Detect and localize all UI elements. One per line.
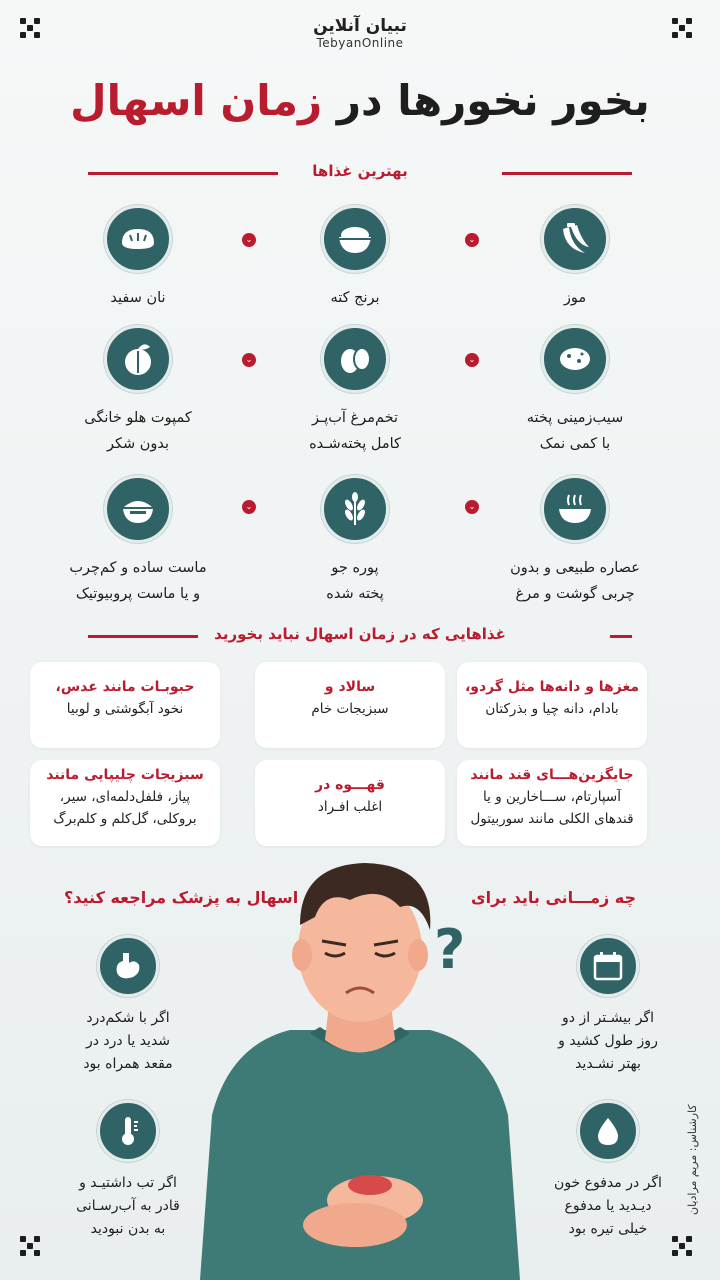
doctor-question-right: چه زمـــانی باید برای bbox=[470, 888, 636, 907]
doctor-reason-text: اگر بیشـتر از دو روز طول کشید و بهتر نشـدید bbox=[558, 1010, 658, 1072]
banana-icon bbox=[541, 205, 609, 273]
food-item bbox=[485, 205, 665, 311]
avoid-food-card-body: سبزیجات خام bbox=[311, 701, 389, 717]
avoid-food-card bbox=[255, 662, 445, 748]
doctor-reason-item bbox=[48, 935, 208, 1076]
food-item bbox=[48, 205, 228, 311]
avoid-food-card bbox=[30, 760, 220, 846]
best-foods-heading-label: بهترین غذاها bbox=[312, 162, 408, 180]
page-title bbox=[0, 76, 720, 125]
doctor-reason-text: اگر تب داشتیـد و قادر به آب‌رسـانی به بدن نبودید bbox=[76, 1175, 180, 1237]
food-item bbox=[485, 475, 665, 607]
potato-icon bbox=[541, 325, 609, 393]
avoid-food-card-title: سبزیجات چلیپایی مانند bbox=[46, 767, 204, 783]
brand-logo bbox=[0, 16, 720, 50]
food-item bbox=[48, 475, 228, 607]
separator-dot-icon: ⌄ bbox=[242, 500, 256, 514]
thermometer-icon bbox=[97, 1100, 159, 1162]
bread-icon bbox=[104, 205, 172, 273]
doctor-reason-item bbox=[528, 935, 688, 1076]
food-item bbox=[485, 325, 665, 457]
food-item bbox=[48, 325, 228, 457]
separator-dot-icon: ⌄ bbox=[465, 353, 479, 367]
title-part-2: زمان اسهال bbox=[70, 76, 323, 125]
food-item bbox=[265, 205, 445, 311]
corner-pattern-bottom-left bbox=[20, 1236, 48, 1264]
food-item bbox=[265, 325, 445, 457]
avoid-food-card-body: اغلب افـراد bbox=[317, 799, 383, 815]
avoid-foods-heading bbox=[88, 625, 632, 645]
avoid-food-card-title: مغزها و دانه‌ها مثل گردو، bbox=[464, 679, 640, 695]
doctor-reason-item bbox=[528, 1100, 688, 1241]
doctor-reason-text: اگر با شکم‌درد شدید یا درد در مقعد همراه بود bbox=[83, 1010, 173, 1072]
best-foods-heading bbox=[88, 162, 632, 182]
egg-icon bbox=[321, 325, 389, 393]
avoid-food-card-title: سالاد و bbox=[324, 679, 376, 695]
avoid-food-card-body: بادام، دانه چیا و بذرکتان bbox=[485, 701, 619, 717]
brand-name-en: TebyanOnline bbox=[316, 36, 404, 50]
separator-dot-icon: ⌄ bbox=[465, 233, 479, 247]
brand-name-fa: تبیان آنلاین bbox=[313, 16, 407, 36]
soup-bowl-icon bbox=[541, 475, 609, 543]
barley-icon bbox=[321, 475, 389, 543]
food-item-label: موز bbox=[563, 290, 587, 306]
title-part-1: بخور نخورها در bbox=[322, 76, 650, 125]
food-item-label: نان سفید bbox=[110, 290, 166, 306]
man-stomachache-illustration bbox=[150, 855, 570, 1280]
avoid-foods-heading-label: غذاهایی که در زمان اسهال نباید بخورید bbox=[214, 625, 506, 643]
food-item-label: کمپوت هلو خانگی بدون شکر bbox=[84, 410, 192, 452]
question-mark: ? bbox=[434, 918, 466, 981]
calendar-icon bbox=[577, 935, 639, 997]
doctor-reason-text: اگر در مدفوع خون دیـدید یا مدفوع خیلی تیره بود bbox=[554, 1175, 662, 1237]
avoid-food-card bbox=[255, 760, 445, 846]
peach-icon bbox=[104, 325, 172, 393]
stomach-icon bbox=[97, 935, 159, 997]
avoid-food-card bbox=[457, 662, 647, 748]
avoid-food-card bbox=[457, 760, 647, 846]
separator-dot-icon: ⌄ bbox=[465, 500, 479, 514]
separator-dot-icon: ⌄ bbox=[242, 353, 256, 367]
avoid-food-card bbox=[30, 662, 220, 748]
yogurt-icon bbox=[104, 475, 172, 543]
avoid-food-card-body: نخود آبگوشتی و لوبیا bbox=[66, 701, 184, 717]
food-item-label: تخم‌مرغ آب‌پـز کامل پخته‌شـده bbox=[309, 410, 401, 452]
avoid-food-card-title: قهـــوه در bbox=[315, 777, 385, 793]
avoid-food-card-body: آسپارتام، ســـاخارین و یا قندهای الکلی مانند سوربیتول bbox=[470, 789, 634, 827]
credit-text: کارشناس: مریم مرادیان bbox=[686, 1104, 699, 1216]
food-item bbox=[265, 475, 445, 607]
food-item-label: برنج کته bbox=[330, 290, 380, 306]
avoid-food-card-body: پیاز، فلفل‌دلمه‌ای، سیر، بروکلی، گل‌کلم و کلم‌برگ bbox=[53, 789, 197, 827]
doctor-reason-item bbox=[48, 1100, 208, 1241]
food-item-label: عصاره طبیعی و بدون چربی گوشت و مرغ bbox=[510, 560, 640, 602]
avoid-food-card-title: جایگزین‌هـــای قند مانند bbox=[470, 767, 634, 783]
rice-bowl-icon bbox=[321, 205, 389, 273]
doctor-question-left: اسهال به پزشک مراجعه کنید؟ bbox=[64, 888, 299, 907]
separator-dot-icon: ⌄ bbox=[242, 233, 256, 247]
blood-drop-icon bbox=[577, 1100, 639, 1162]
food-item-label: سیب‌زمینی پخته با کمی نمک bbox=[526, 410, 624, 452]
food-item-label: ماست ساده و کم‌چرب و یا ماست پروبیوتیک bbox=[69, 560, 207, 602]
food-item-label: پوره جو پخته شده bbox=[326, 560, 384, 602]
avoid-food-card-title: حبوبـات مانند عدس، bbox=[55, 679, 195, 695]
